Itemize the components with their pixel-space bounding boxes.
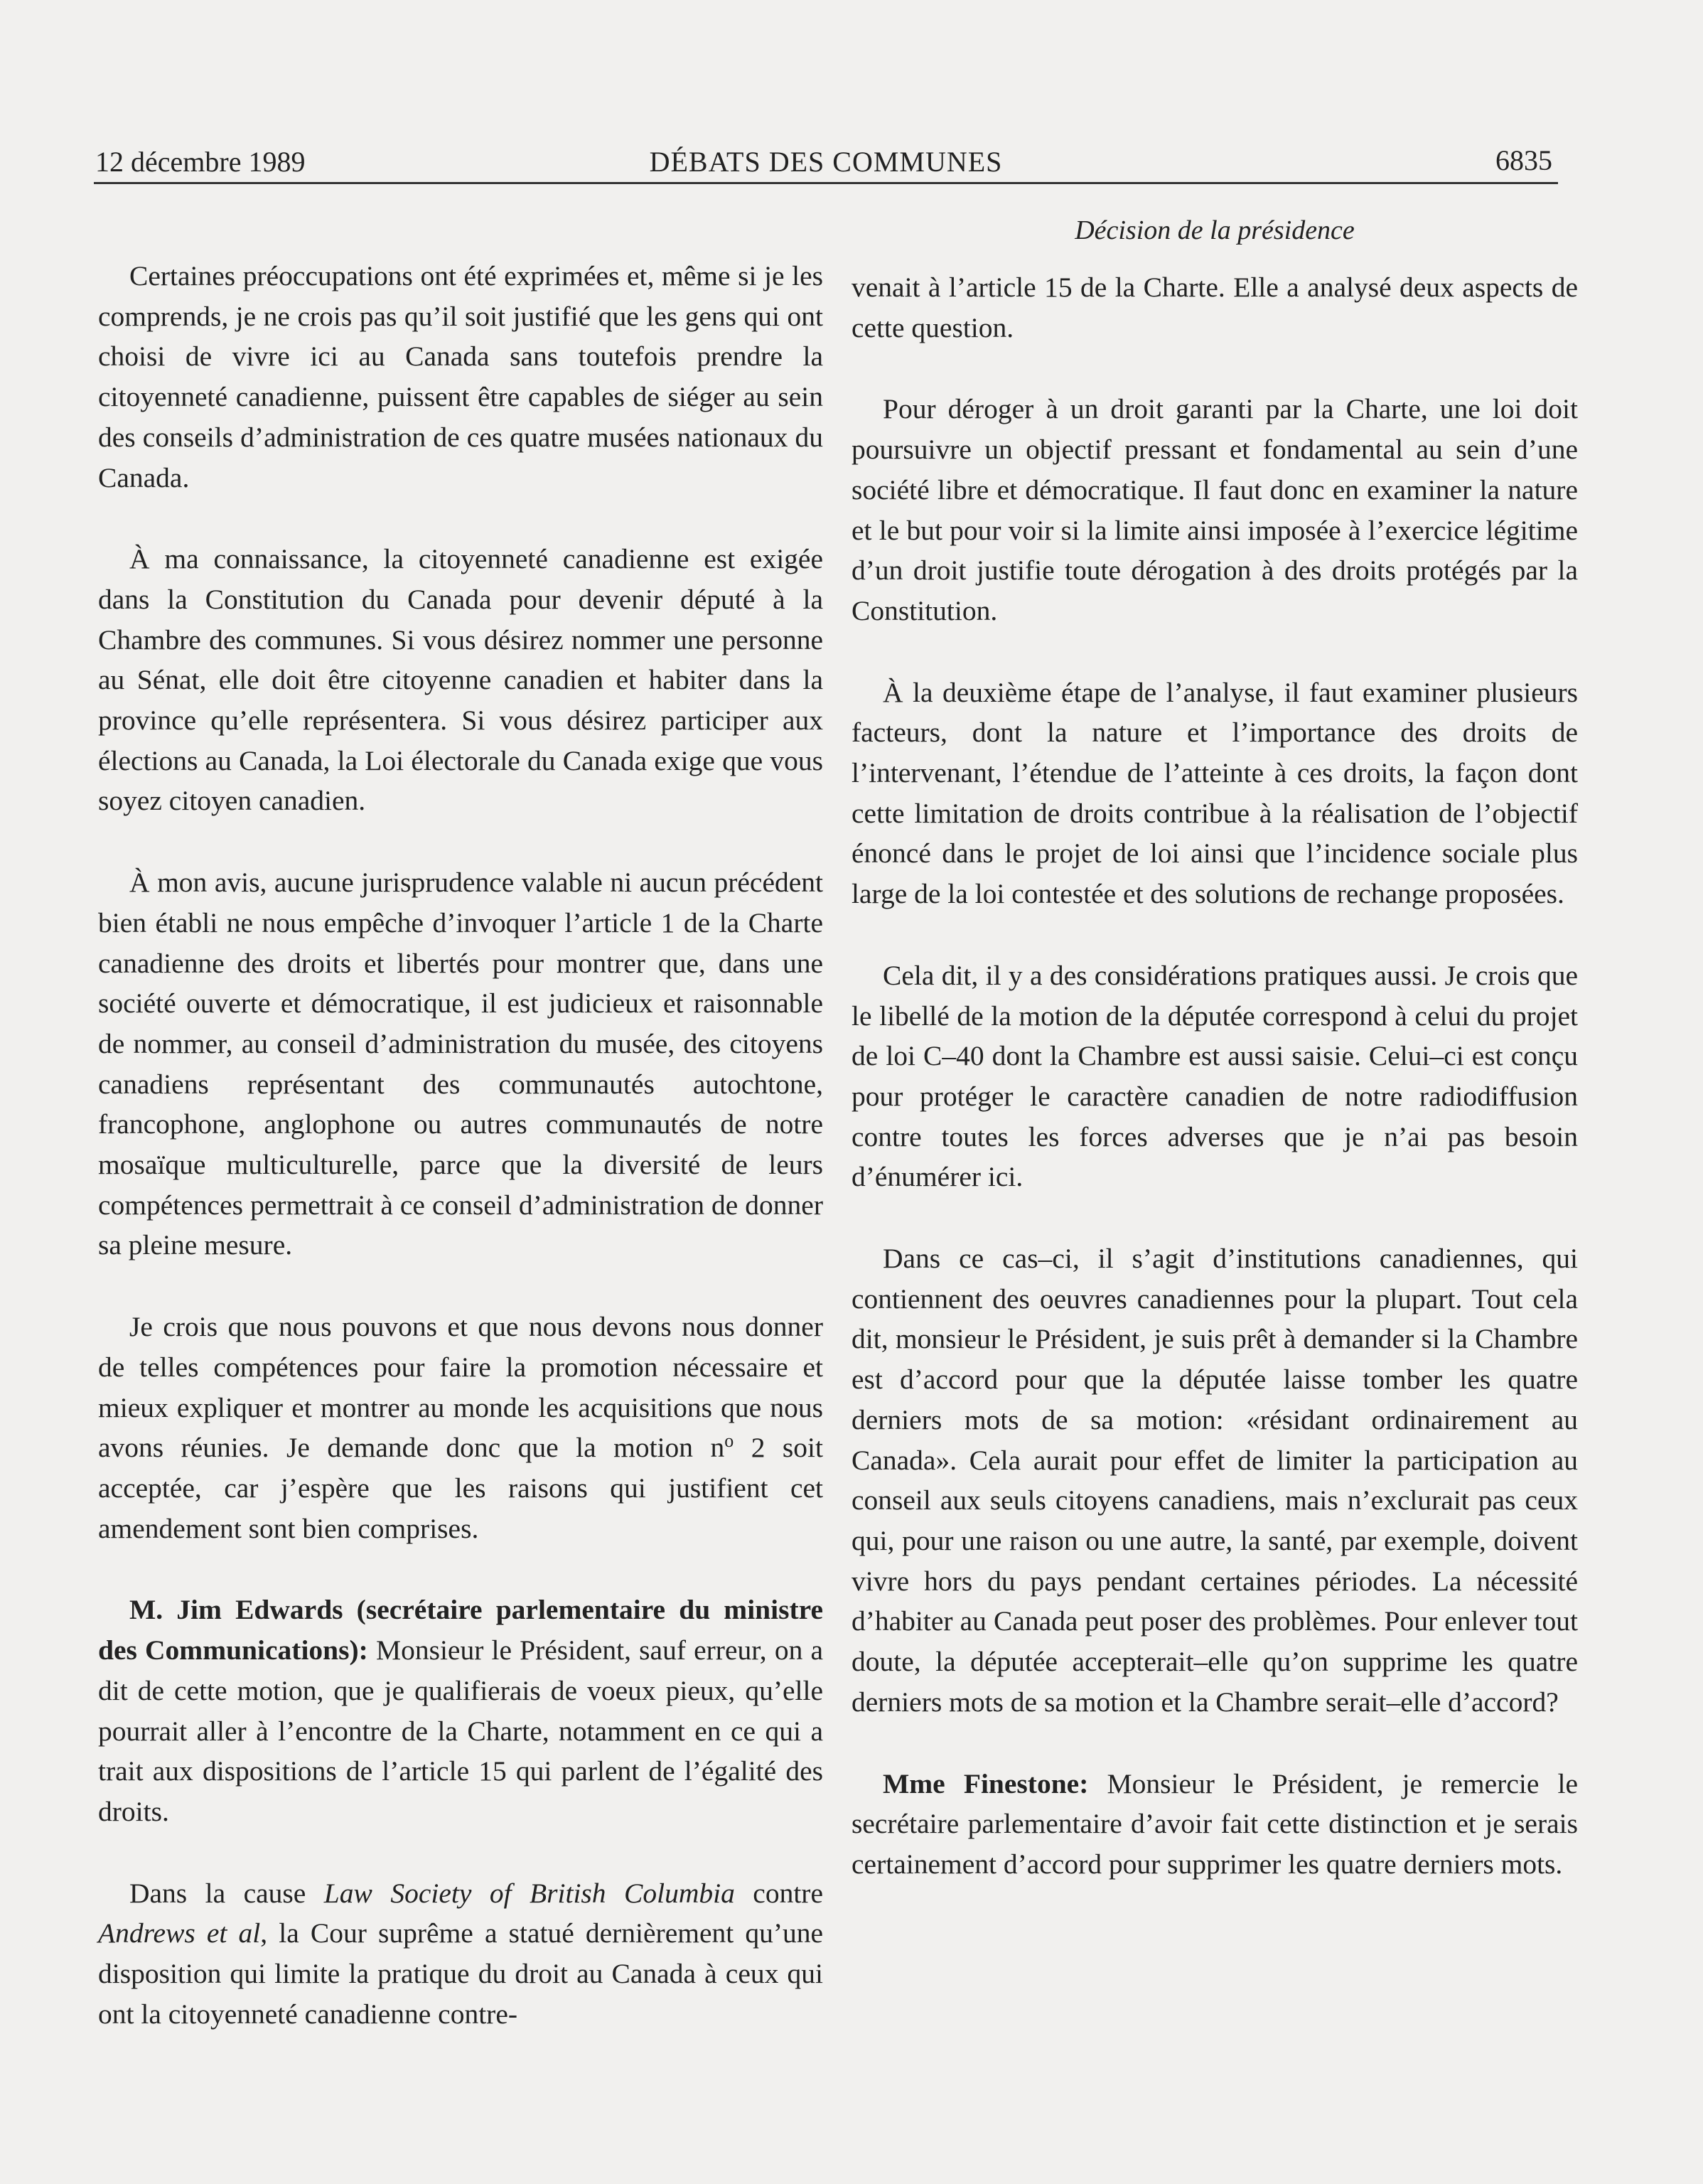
speech-text: Monsieur le Président, je remercie le secrétaire parlementaire d’avoir fait cette distinction et je serais certainement d’accord pour supprimer les quatre derniers mots. [852,1767,1578,1880]
speaker-name: M. Jim Edwards (secrétaire parlementaire du ministre des Communications): [98,1594,823,1666]
paragraph [852,1764,1578,1885]
paragraph: Cela dit, il y a des considérations pratiques aussi. Je crois que le libellé de la motion de la députée correspond à celui du projet de loi C–40 dont la Chambre est aussi saisie. Celui–ci est conçu pour protéger le caractère canadien de notre radiodiffusion contre toutes les forces adverses que je n’ai pas besoin d’énumérer ici. [852,959,1578,1193]
speaker-name: Mme Finestone: [883,1767,1089,1799]
paragraph: Certaines préoccupations ont été exprimées et, même si je les comprends, je ne crois pas qu’il soit justifié que les gens qui ont choisi de vivre ici au Canada sans toutefois prendre la citoyenneté canadienne, puissent être capables de siéger au sein des conseils d’administration de ces quatre musées nationaux du Canada. [98,260,823,493]
paragraph: À la deuxième étape de l’analyse, il faut examiner plusieurs facteurs, dont la nature et l’importance des droits de l’intervenant, l’étendue de l’atteinte à ces droits, la façon dont cette limitation de droits contribue à la réalisation de l’objectif énoncé dans le projet de loi ainsi que l’incidence sociale plus large de la loi contestée et des solutions de rechange proposées. [852,676,1578,910]
page-number: 6835 [1495,144,1552,176]
superscript: o [724,1430,734,1452]
paragraph: À ma connaissance, la citoyenneté canadienne est exigée dans la Constitution du Canada pour devenir député à la Chambre des communes. Si vous désirez nommer une personne au Sénat, elle doit être citoyenne canadien et habiter dans la province qu’elle représentera. Si vous désirez participer aux élections au Canada, la Loi électorale du Canada exige que vous soyez citoyen canadien. [98,543,823,817]
header-title: DÉBATS DES COMMUNES [649,146,1003,178]
paragraph [98,1307,823,1548]
paragraph-text: Je crois que nous pouvons et que nous devons nous donner de telles compétences pour faire la promotion nécessaire et mieux expliquer et montrer au monde les acquisitions que nous avons réunies. Je demande donc que la motion n [98,1311,823,1464]
paragraph [98,1873,823,2035]
section-heading: Décision de la présidence [1075,215,1355,245]
paragraph-text: Dans la cause [129,1877,324,1909]
right-column [852,267,1578,1926]
case-name: Andrews et al [98,1917,261,1949]
paragraph [98,1590,823,1831]
paragraph-text: contre [734,1877,823,1909]
page-header [94,142,1558,184]
paragraph: Pour déroger à un droit garanti par la Charte, une loi doit poursuivre un objectif pressant et fondamental au sein d’une société libre et démocratique. Il faut donc en examiner la nature et le but pour voir si la limite ainsi imposée à l’exercice légitime d’un droit justifie toute dérogation à des droits protégés par la Constitution. [852,393,1578,626]
paragraph: Dans ce cas–ci, il s’agit d’institutions canadiennes, qui contiennent des oeuvres canadiennes pour la plupart. Tout cela dit, monsieur le Président, je suis prêt à demander si la Chambre est d’accord pour que la députée laisse tomber les quatre derniers mots de sa motion: «résidant ordinairement au Canada». Cela aurait pour effet de limiter la participation au conseil aux seuls citoyens canadiens, mais n’exclurait pas ceux qui, pour une raison ou une autre, la santé, par exemple, doivent vivre hors du pays pendant certaines périodes. La nécessité d’habiter au Canada peut poser des problèmes. Pour enlever tout doute, la députée accepterait–elle qu’on supprime les quatre derniers mots de sa motion et la Chambre serait–elle d’accord? [852,1243,1578,1718]
paragraph: venait à l’article 15 de la Charte. Elle a analysé deux aspects de cette question. [852,272,1578,343]
header-date: 12 décembre 1989 [95,146,306,178]
paragraph-text: , la Cour suprême a statué dernièrement qu’une disposition qui limite la pratique du droit au Canada à ceux qui ont la citoyenneté canadienne contre- [98,1917,824,2030]
case-name: Law Society of British Columbia [323,1877,735,1909]
speech-text: Monsieur le Président, sauf erreur, on a dit de cette motion, que je qualifierais de voeux pieux, qu’elle pourrait aller à l’encontre de la Charte, notamment en ce qui a trait aux dispositions de l’article 15 qui parlent de l’égalité des droits. [98,1634,823,1827]
paragraph: À mon avis, aucune jurisprudence valable ni aucun précédent bien établi ne nous empêche d’invoquer l’article 1 de la Charte canadienne des droits et libertés pour montrer que, dans une société ouverte et démocratique, il est judicieux et raisonnable de nommer, au conseil d’administration du musée, des citoyens canadiens représentant des communautés autochtone, francophone, anglophone ou autres communautés de notre mosaïque multiculturelle, parce que la diversité de leurs compétences permettrait à ce conseil d’administration de donner sa pleine mesure. [98,867,823,1261]
paragraph-text: 2 soit acceptée, car j’espère que les raisons qui justifient cet amendement sont bien comprises. [98,1432,823,1544]
left-column [98,256,823,2075]
